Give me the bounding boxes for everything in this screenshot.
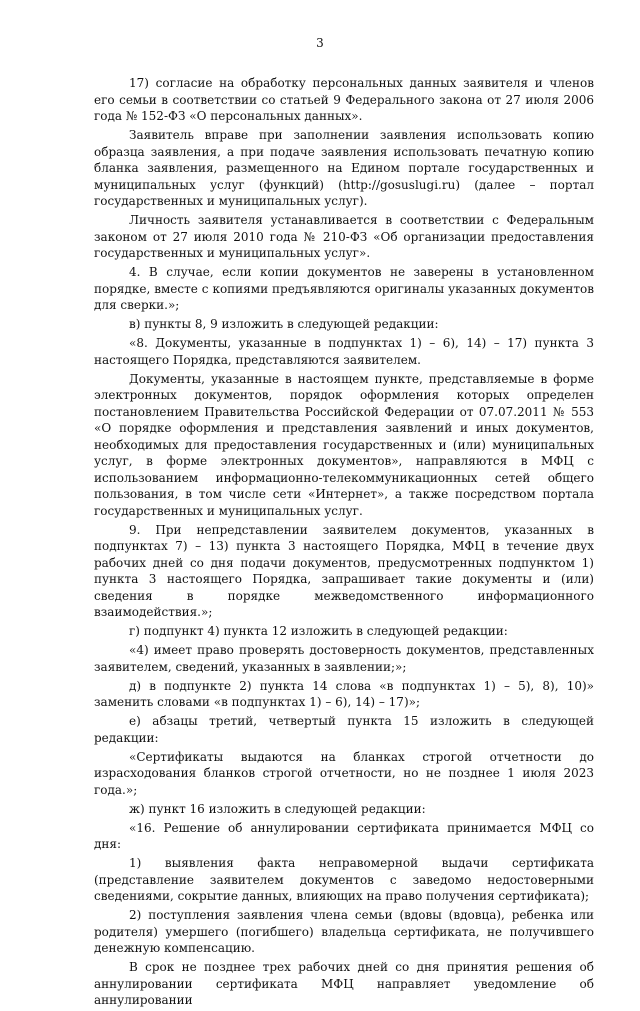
paragraph-electronic-documents: Документы, указанные в настоящем пункте, представляемые в форме электронных документов, порядок оформления которых определен постановлением Правительства Российской Федерации от 07.07.2011 № 553 «О порядке оформления и представления заявлений и иных документов, необходимых для предоставления государственных и (или) муниципальных услуг, в форме электронных документов», направляются в МФЦ с использованием информационно-телекоммуникационных сетей общего пользования, в том числе сети «Интернет», а также посредством портала государственных и муниципальных услуг. — [94, 371, 594, 518]
page-number: 3 — [316, 36, 324, 50]
paragraph-amendment-e: е) абзацы третий, четвертый пункта 15 изложить в следующей редакции: — [94, 714, 594, 745]
paragraph-amendment-v: в) пункты 8, 9 изложить в следующей редакции: — [129, 317, 439, 331]
paragraph-certificates-issue: «Сертификаты выдаются на бланках строгой отчетности до израсходования бланков строгой отчетности, но не позднее 1 июля 2023 года.»; — [94, 749, 594, 797]
paragraph-copies-verification: 4. В случае, если копии документов не заверены в установленном порядке, вместе с копиями предъявляются оригиналы указанных документов для сверки.»; — [94, 265, 594, 312]
paragraph-notification-deadline: В срок не позднее трех рабочих дней со дня принятия решения об аннулировании сертификата МФЦ направляет уведомление об аннулировании — [94, 960, 594, 1007]
paragraph-item-9: 9. При непредставлении заявителем документов, указанных в подпунктах 7) – 13) пункта 3 настоящего Порядка, МФЦ в течение двух рабочих дней со дня подачи документов, предусмотренных подпунктом 1) пункта 3 настоящего Порядка, запрашивает такие документы и (или) сведения в порядке межведомственного информационного взаимодействия.»; — [94, 522, 594, 619]
paragraph-applicant-identity: Личность заявителя устанавливается в соответствии с Федеральным законом от 27 июля 2010 года № 210-ФЗ «Об организации предоставления государственных и муниципальных услуг». — [94, 213, 594, 260]
paragraph-cancellation-reason-2: 2) поступления заявления члена семьи (вдовы (вдовца), ребенка или родителя) умершего (погибшего) владельца сертификата, не получившего денежную компенсацию. — [94, 908, 594, 955]
paragraph-application-form: Заявитель вправе при заполнении заявления использовать копию образца заявления, а при подаче заявления использовать печатную копию бланка заявления, размещенного на Едином портале государственных и муниципальных услуг (функций) (http://gosuslugi.ru) (далее – портал государственных и муниципальных услуг). — [94, 128, 594, 208]
paragraph-item-8: «8. Документы, указанные в подпунктах 1) – 6), 14) – 17) пункта 3 настоящего Порядка, представляются заявителем. — [94, 336, 594, 367]
paragraph-consent-clause: 17) согласие на обработку персональных данных заявителя и членов его семьи в соответствии со статьей 9 Федерального закона от 27 июля 2006 года № 152-ФЗ «О персональных данных». — [94, 76, 594, 123]
document-body — [94, 75, 594, 1011]
paragraph-item-16: «16. Решение об аннулировании сертификата принимается МФЦ со дня: — [94, 820, 594, 851]
paragraph-subitem-4: «4) имеет право проверять достоверность документов, представленных заявителем, сведений, указанных в заявлении;»; — [94, 643, 594, 674]
paragraph-amendment-d: д) в подпункте 2) пункта 14 слова «в подпунктах 1) – 5), 8), 10)» заменить словами «в подпунктах 1) – 6), 14) – 17)»; — [94, 678, 594, 709]
paragraph-cancellation-reason-1: 1) выявления факта неправомерной выдачи сертификата (представление заявителем документов с заведомо недостоверными сведениями, сокрытие данных, влияющих на право получения сертификата); — [94, 856, 594, 903]
paragraph-amendment-zh: ж) пункт 16 изложить в следующей редакции: — [129, 801, 426, 816]
paragraph-amendment-g: г) подпункт 4) пункта 12 изложить в следующей редакции: — [129, 624, 508, 638]
